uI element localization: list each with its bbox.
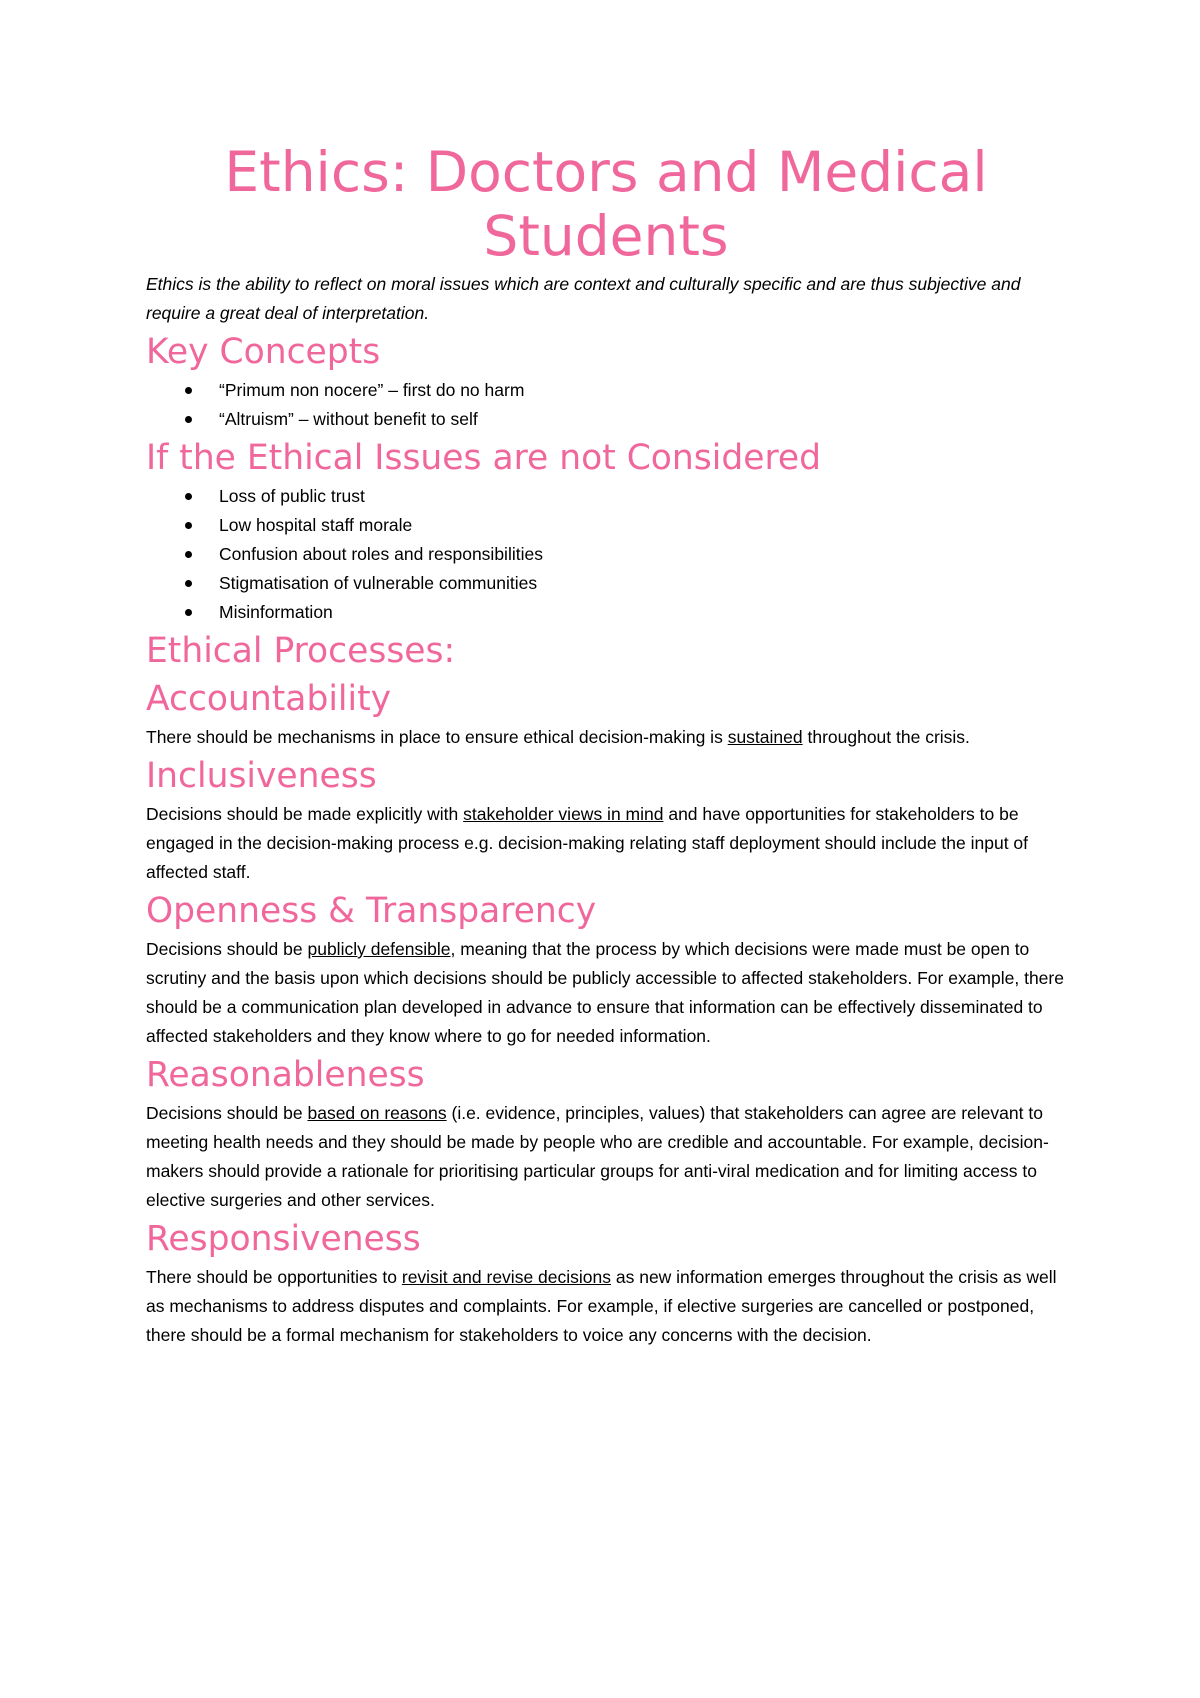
list-item [146, 511, 1066, 540]
underlined-term: based on reasons [307, 1103, 447, 1123]
underlined-term: sustained [727, 727, 803, 747]
document-page [146, 140, 1066, 1350]
list-item-text: “Altruism” – without benefit to self [219, 409, 478, 429]
list-item [146, 598, 1066, 627]
bullet-icon [185, 387, 192, 394]
paragraph-text: Decisions should be [146, 939, 308, 959]
list-item-text: “Primum non nocere” – first do no harm [219, 380, 525, 400]
responsiveness-paragraph [146, 1263, 1066, 1350]
paragraph-text: (i.e. evidence, principles, values) that stakeholders can agree are relevant to meeting health needs and they should be made by people who are credible and accountable. For example, decision-makers should provide a rationale for prioritising particular groups for anti-viral medication and for limiting access to elective surgeries and other services. [146, 1103, 1049, 1210]
openness-paragraph [146, 935, 1066, 1051]
list-item [146, 569, 1066, 598]
list-item [146, 482, 1066, 511]
paragraph-text: as new information emerges throughout the crisis as well as mechanisms to address disputes and complaints. For example, if elective surgeries are cancelled or postponed, there should be a formal mechanism for stakeholders to voice any concerns with the decision. [146, 1267, 1057, 1345]
list-item-text: Loss of public trust [219, 486, 365, 506]
paragraph-text: throughout the crisis. [802, 727, 970, 747]
paragraph-text: There should be mechanisms in place to ensure ethical decision-making is [146, 727, 728, 747]
heading-ethical-processes-text: Ethical Processes: [146, 631, 456, 671]
reasonableness-paragraph [146, 1099, 1066, 1215]
heading-responsiveness: Responsiveness [146, 1219, 421, 1259]
list-item-text: Confusion about roles and responsibilities [219, 544, 543, 564]
intro-paragraph: Ethics is the ability to reflect on moral issues which are context and culturally specific and are thus subjective and require a great deal of interpretation. [146, 274, 1021, 323]
heading-reasonableness: Reasonableness [146, 1055, 425, 1095]
inclusiveness-paragraph [146, 800, 1066, 887]
heading-openness-transparency: Openness & Transparency [146, 891, 597, 931]
heading-ethical-processes [146, 627, 1066, 723]
paragraph-text: , meaning that the process by which decisions were made must be open to scrutiny and the basis upon which decisions should be publicly accessible to affected stakeholders. For example, there should be a communication plan developed in advance to ensure that information can be effectively disseminated to affected stakeholders and they know where to go for needed information. [146, 939, 1064, 1046]
paragraph-text: Decisions should be [146, 1103, 308, 1123]
underlined-term: publicly defensible [307, 939, 451, 959]
underlined-term: revisit and revise decisions [401, 1267, 611, 1287]
heading-accountability: Accountability [146, 679, 392, 719]
bullet-icon [185, 416, 192, 423]
consequences-list [146, 482, 1066, 627]
key-concepts-list [146, 376, 1066, 434]
heading-not-considered: If the Ethical Issues are not Considered [146, 438, 821, 478]
list-item [146, 376, 1066, 405]
bullet-icon [185, 609, 192, 616]
bullet-icon [185, 580, 192, 587]
list-item [146, 405, 1066, 434]
list-item-text: Low hospital staff morale [219, 515, 413, 535]
heading-inclusiveness: Inclusiveness [146, 756, 377, 796]
bullet-icon [185, 551, 192, 558]
list-item [146, 540, 1066, 569]
bullet-icon [185, 522, 192, 529]
paragraph-text: Decisions should be made explicitly with [146, 804, 464, 824]
list-item-text: Misinformation [219, 602, 333, 622]
bullet-icon [185, 493, 192, 500]
accountability-paragraph [146, 723, 1066, 752]
heading-key-concepts: Key Concepts [146, 332, 381, 372]
list-item-text: Stigmatisation of vulnerable communities [219, 573, 538, 593]
document-title: Ethics: Doctors and Medical Students [224, 140, 988, 268]
paragraph-text: There should be opportunities to [146, 1267, 402, 1287]
underlined-term: stakeholder views in mind [463, 804, 664, 824]
paragraph-text: and have opportunities for stakeholders to be engaged in the decision-making process e.g. decision-making relating staff deployment should include the input of affected staff. [146, 804, 1029, 882]
